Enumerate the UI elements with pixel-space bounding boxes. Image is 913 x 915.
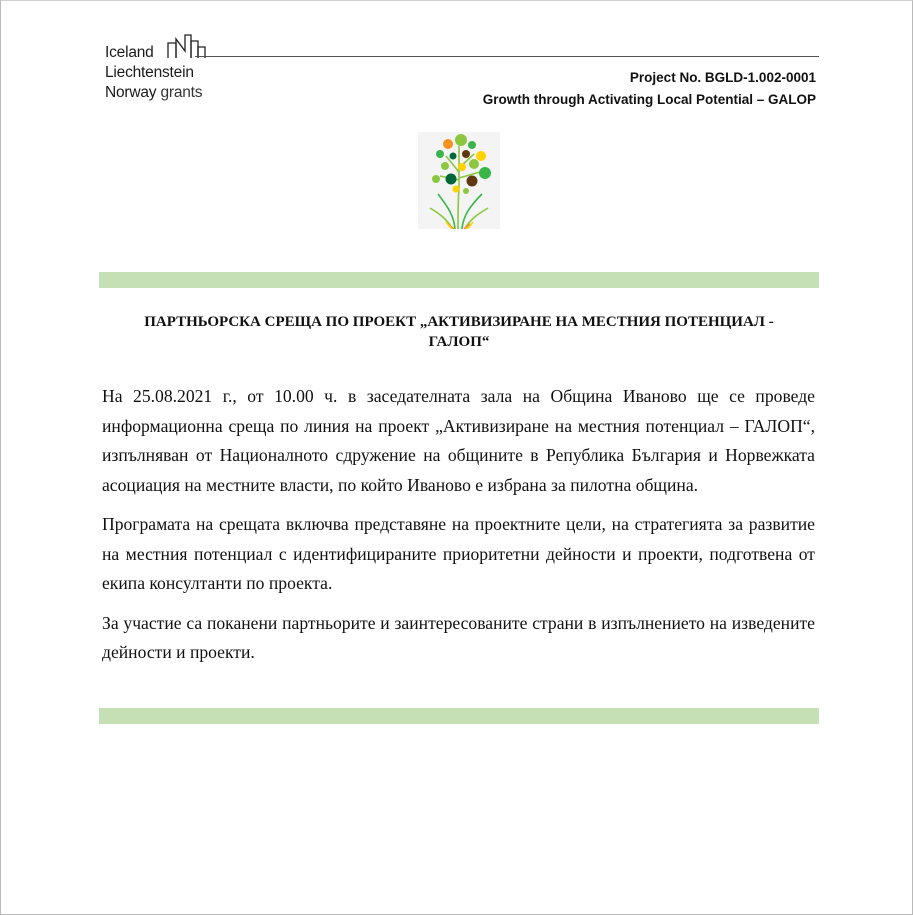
project-info (483, 67, 816, 111)
header-rule (195, 56, 819, 57)
document-title-line-2: ГАЛОП“ (428, 334, 490, 350)
logo-grants-text: grants (160, 84, 203, 101)
green-divider-bottom (99, 708, 819, 724)
logo-norway-text: Norway (105, 84, 157, 101)
project-name: Growth through Activating Local Potential – GALOP (482, 92, 816, 107)
paragraph-1: На 25.08.2021 г., от 10.00 ч. в заседателната зала на Община Иваново ще се проведе информационна среща по линия на проект „Активизиране на местния потенциал – ГАЛОП“, изпълняван от Националното сдружение на общините в Република България и Норвежката асоциация на местните власти, по който Иваново е избрана за пилотна община. (102, 386, 815, 495)
logo-line-liechtenstein: Liechtenstein (105, 64, 194, 81)
galop-tree-logo (418, 132, 500, 229)
logo-line-norway (105, 83, 202, 103)
logo-line-iceland: Iceland (105, 44, 154, 61)
project-number: Project No. BGLD-1.002-0001 (629, 70, 816, 85)
document-title-line-1: ПАРТНЬОРСКА СРЕЩА ПО ПРОЕКТ „АКТИВИЗИРАНЕ НА МЕСТНИЯ ПОТЕНЦИАЛ - (144, 314, 774, 330)
paragraph-2: Програмата на срещата включва представяне на проектните цели, на стратегията за развитие на местния потенциал с идентифицираните приоритетни дейности и проекти, подготвена от екипа консултанти по проекта. (102, 514, 815, 593)
green-divider-top (99, 272, 819, 288)
skyline-icon (167, 31, 211, 59)
document-title (99, 312, 819, 352)
paragraph-3: За участие са поканени партньорите и заинтересованите страни в изпълнението на изведените дейности и проекти. (102, 612, 815, 662)
document-body (102, 382, 815, 678)
